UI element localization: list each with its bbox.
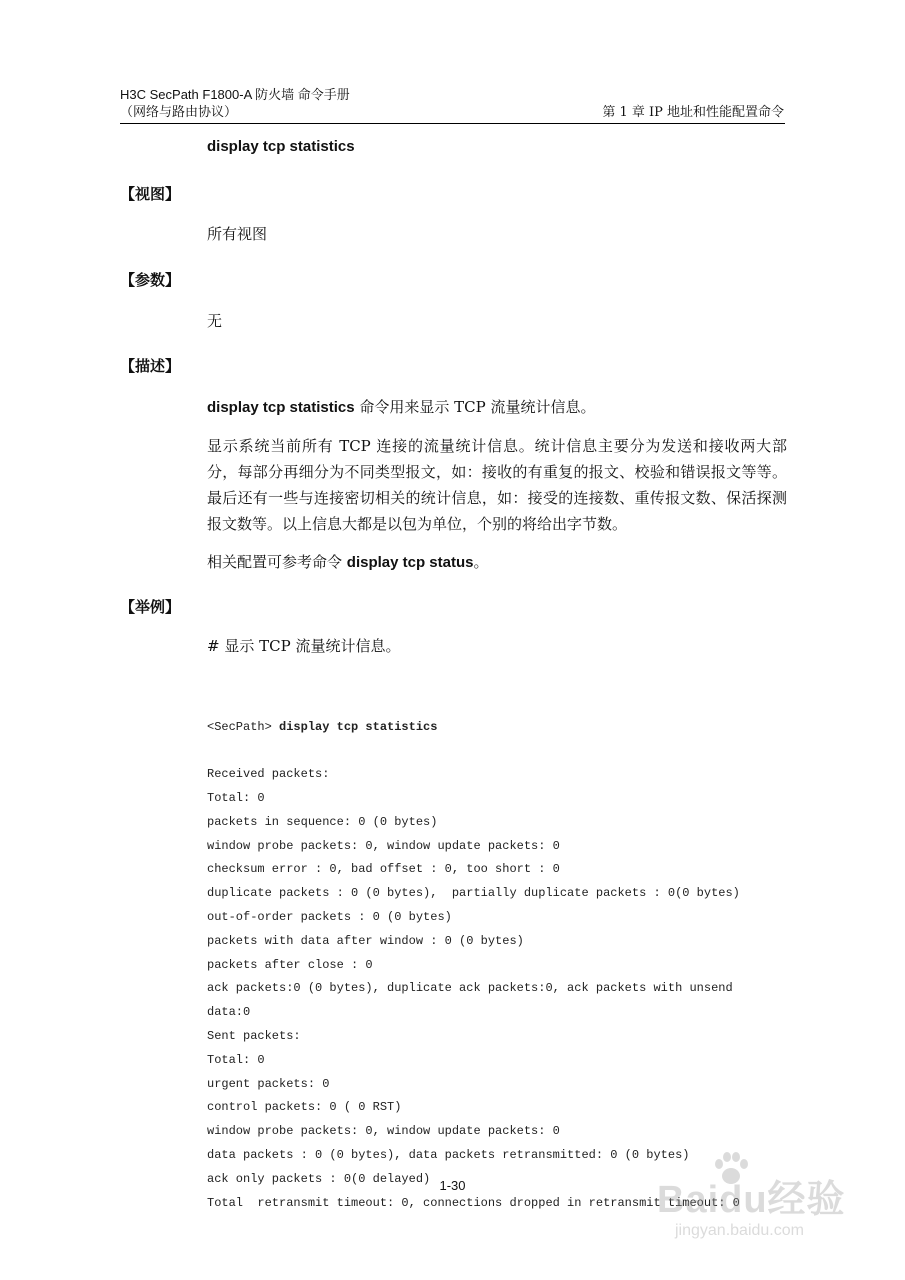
code-command: display tcp statistics xyxy=(279,719,438,734)
description-para-3-end: 。 xyxy=(473,553,489,571)
related-command: display tcp status xyxy=(346,554,474,571)
watermark-url: jingyan.baidu.com xyxy=(675,1222,804,1239)
section-example-heading: 【举例】 xyxy=(120,598,181,616)
section-view-heading: 【视图】 xyxy=(120,185,181,203)
code-line: window probe packets: 0, window update packets: 0 xyxy=(207,838,560,853)
example-intro: # 显示 TCP 流量统计信息。 xyxy=(207,637,401,655)
code-line: Total: 0 xyxy=(207,790,265,805)
section-params-text: 无 xyxy=(207,312,223,330)
header-rule xyxy=(120,123,785,124)
description-para-1-text: 命令用来显示 TCP 流量统计信息。 xyxy=(354,398,596,416)
code-line: ack only packets : 0(0 delayed) xyxy=(207,1171,431,1186)
section-params-heading: 【参数】 xyxy=(120,271,181,289)
page-number: 1-30 xyxy=(439,1178,466,1193)
code-line: checksum error : 0, bad offset : 0, too short : 0 xyxy=(207,862,560,877)
code-line: data:0 xyxy=(207,1005,251,1020)
code-line: data packets : 0 (0 bytes), data packets retransmitted: 0 (0 bytes) xyxy=(207,1147,690,1162)
code-line: ack packets:0 (0 bytes), duplicate ack packets:0, ack packets with unsend xyxy=(207,981,733,996)
header-manual-title: H3C SecPath F1800-A 防火墙 命令手册 xyxy=(120,87,350,102)
header-subtitle: （网络与路由协议） xyxy=(120,105,238,120)
code-line: Total: 0 xyxy=(207,1052,265,1067)
code-prompt: <SecPath> xyxy=(207,719,280,734)
watermark-logo: Baidu经验 xyxy=(657,1179,846,1221)
description-para-3 xyxy=(207,549,787,576)
example-code-block xyxy=(207,668,792,1215)
code-line: Received packets: xyxy=(207,767,330,782)
code-line: Sent packets: xyxy=(207,1028,301,1043)
running-header-left xyxy=(120,86,350,122)
watermark xyxy=(639,1150,849,1260)
description-body xyxy=(207,394,787,588)
description-para-3-text: 相关配置可参考命令 xyxy=(207,553,347,571)
header-chapter: 第 1 章 IP 地址和性能配置命令 xyxy=(602,105,784,120)
code-line: packets with data after window : 0 (0 bytes) xyxy=(207,933,524,948)
code-line: packets after close : 0 xyxy=(207,957,373,972)
description-command: display tcp statistics xyxy=(207,399,355,416)
section-desc-heading: 【描述】 xyxy=(120,357,181,375)
description-para-2: 显示系统当前所有 TCP 连接的流量统计信息。统计信息主要分为发送和接收两大部分，每部分再细分为不同类型报文，如：接收的有重复的报文、校验和错误报文等等。最后还有一些与连接密切相关的统计信息，如：接受的连接数、重传报文数、保活探测报文数等。以上信息大都是以包为单位，个别的将给出字节数。 xyxy=(207,437,787,533)
section-view-text: 所有视图 xyxy=(207,225,268,243)
code-command-line xyxy=(207,716,792,740)
description-para-1 xyxy=(207,394,787,421)
code-line: control packets: 0 ( 0 RST) xyxy=(207,1100,402,1115)
command-title: display tcp statistics xyxy=(207,138,355,155)
code-line: window probe packets: 0, window update packets: 0 xyxy=(207,1124,560,1139)
code-line: urgent packets: 0 xyxy=(207,1076,330,1091)
code-line: duplicate packets : 0 (0 bytes), partially duplicate packets : 0(0 bytes) xyxy=(207,886,740,901)
code-line: packets in sequence: 0 (0 bytes) xyxy=(207,814,438,829)
code-line: Total retransmit timeout: 0, connections dropped in retransmit timeout: 0 xyxy=(207,1195,740,1210)
code-line: out-of-order packets : 0 (0 bytes) xyxy=(207,909,452,924)
